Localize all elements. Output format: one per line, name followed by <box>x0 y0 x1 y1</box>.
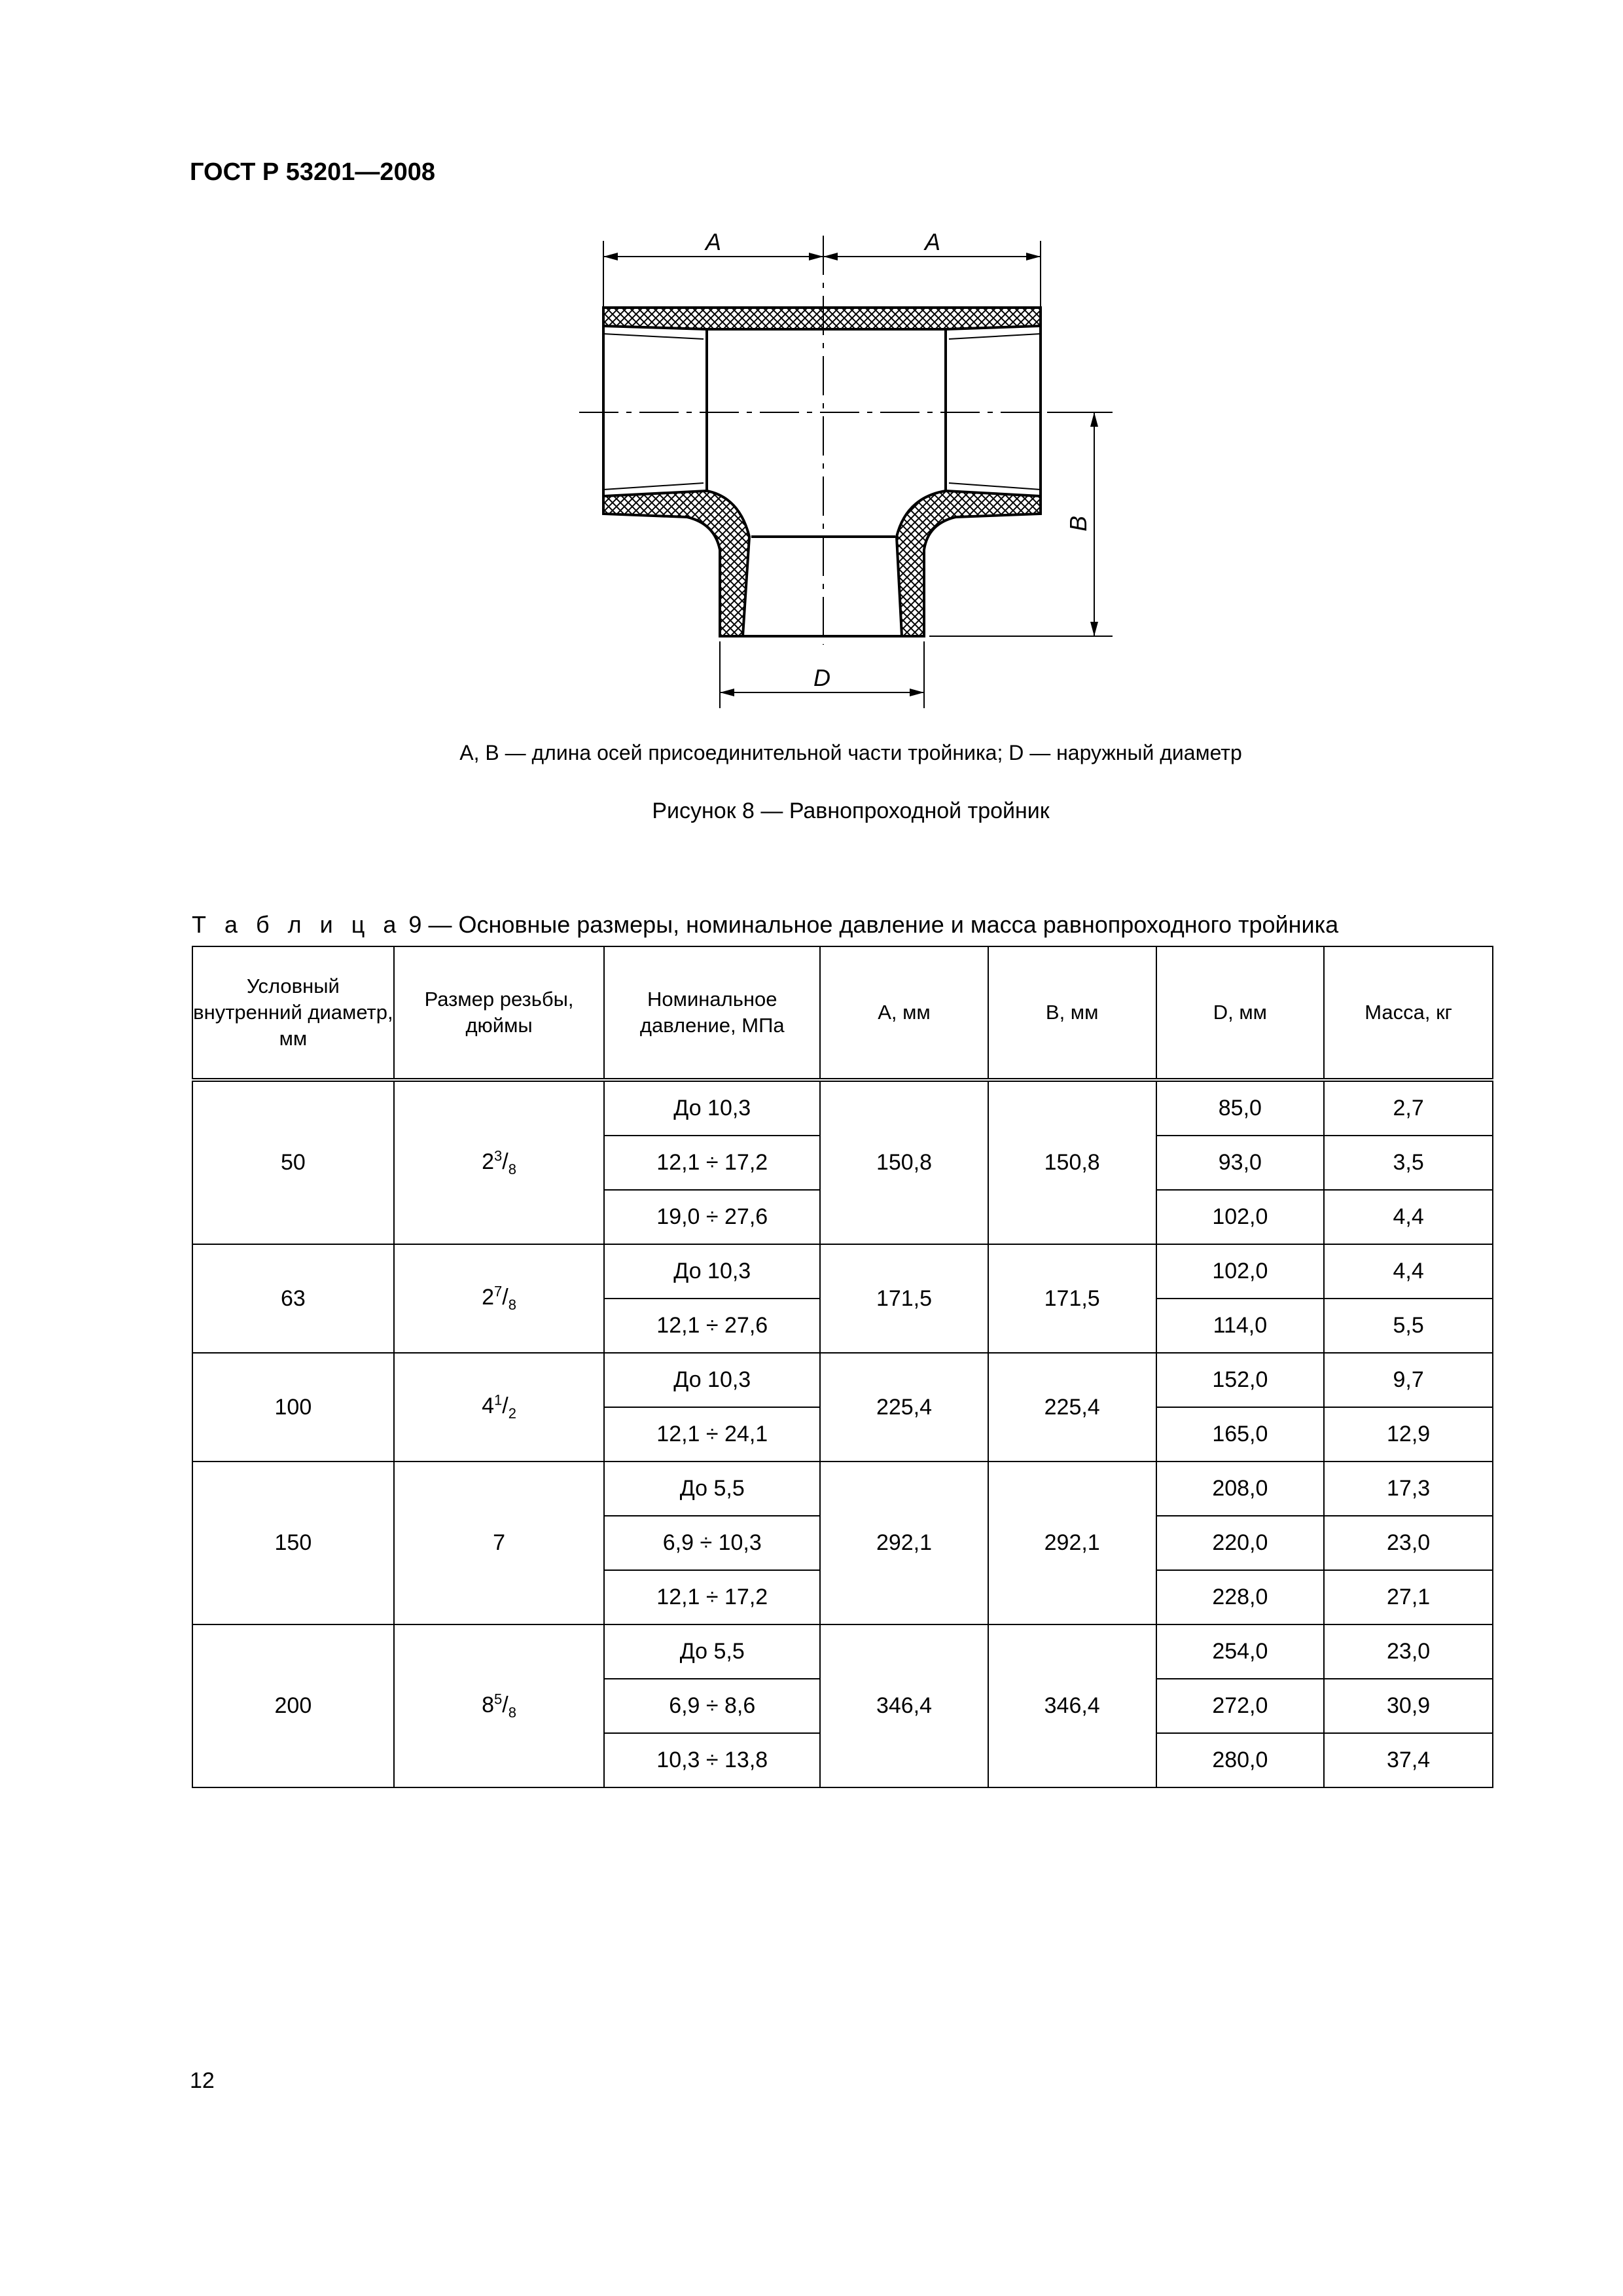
mass-cell: 27,1 <box>1324 1570 1493 1624</box>
thread-numerator: 7 <box>494 1283 503 1300</box>
dimension-label-a-left: A <box>705 228 722 255</box>
pressure-cell: До 10,3 <box>604 1244 820 1299</box>
pressure-cell: До 10,3 <box>604 1353 820 1407</box>
outer-diameter-cell: 102,0 <box>1156 1190 1325 1244</box>
column-header: B, мм <box>988 946 1156 1080</box>
mass-cell: 23,0 <box>1324 1624 1493 1679</box>
thread-numerator: 3 <box>494 1147 503 1164</box>
thread-size-cell <box>394 1462 605 1624</box>
mass-cell: 37,4 <box>1324 1733 1493 1787</box>
mass-cell: 30,9 <box>1324 1679 1493 1733</box>
nominal-diameter-cell: 100 <box>192 1353 394 1462</box>
column-header: Размер резьбы, дюймы <box>394 946 605 1080</box>
thread-whole: 4 <box>482 1393 495 1419</box>
outer-diameter-cell: 93,0 <box>1156 1136 1325 1190</box>
outer-diameter-cell: 280,0 <box>1156 1733 1325 1787</box>
thread-size-cell: $2^3/_8$ <box>394 1080 605 1244</box>
mass-cell: 5,5 <box>1324 1299 1493 1353</box>
table-row <box>192 1624 1493 1679</box>
mass-cell: 17,3 <box>1324 1462 1493 1516</box>
thread-size-cell: $4^1/_2$ <box>394 1353 605 1462</box>
length-b-cell: 346,4 <box>988 1624 1156 1787</box>
thread-whole: 2 <box>482 1285 495 1310</box>
length-a-cell: 171,5 <box>820 1244 988 1353</box>
page-number: 12 <box>190 2068 215 2093</box>
column-header: Номинальное давление, МПа <box>604 946 820 1080</box>
outer-diameter-cell: 228,0 <box>1156 1570 1325 1624</box>
length-a-cell: 292,1 <box>820 1462 988 1624</box>
pressure-cell: До 5,5 <box>604 1624 820 1679</box>
length-b-cell: 171,5 <box>988 1244 1156 1353</box>
thread-denominator: 8 <box>508 1297 516 1314</box>
length-a-cell: 225,4 <box>820 1353 988 1462</box>
table-row <box>192 1353 1493 1407</box>
column-header: Масса, кг <box>1324 946 1493 1080</box>
length-b-cell: 292,1 <box>988 1462 1156 1624</box>
table-header-row <box>192 946 1493 1080</box>
pressure-cell: 6,9 ÷ 8,6 <box>604 1679 820 1733</box>
thread-whole: 2 <box>482 1149 495 1174</box>
mass-cell: 9,7 <box>1324 1353 1493 1407</box>
pressure-cell: До 10,3 <box>604 1080 820 1136</box>
thread-numerator: 1 <box>494 1391 503 1408</box>
thread-numerator: 5 <box>494 1691 503 1708</box>
table-row <box>192 1080 1493 1136</box>
center-lines <box>579 236 1113 645</box>
dimension-label-b: B <box>1065 515 1092 532</box>
nominal-diameter-cell: 150 <box>192 1462 394 1624</box>
outer-diameter-cell: 220,0 <box>1156 1516 1325 1570</box>
mass-cell: 12,9 <box>1324 1407 1493 1462</box>
mass-cell: 4,4 <box>1324 1244 1493 1299</box>
outer-diameter-cell: 152,0 <box>1156 1353 1325 1407</box>
length-a-cell: 346,4 <box>820 1624 988 1787</box>
table-title <box>192 911 1338 939</box>
table-row <box>192 1244 1493 1299</box>
mass-cell: 23,0 <box>1324 1516 1493 1570</box>
length-b-cell: 150,8 <box>988 1080 1156 1244</box>
figure-legend: A, B — длина осей присоединительной части тройника; D — наружный диаметр <box>459 741 1242 764</box>
length-b-cell: 225,4 <box>988 1353 1156 1462</box>
pressure-cell: 12,1 ÷ 17,2 <box>604 1570 820 1624</box>
outer-diameter-cell: 85,0 <box>1156 1080 1325 1136</box>
table-row <box>192 1462 1493 1516</box>
dimensions-table <box>192 946 1493 1788</box>
nominal-diameter-cell: 50 <box>192 1080 394 1244</box>
mass-cell: 3,5 <box>1324 1136 1493 1190</box>
column-header: D, мм <box>1156 946 1325 1080</box>
outer-diameter-cell: 102,0 <box>1156 1244 1325 1299</box>
pressure-cell: 19,0 ÷ 27,6 <box>604 1190 820 1244</box>
table-title-text: 9 — Основные размеры, номинальное давление и масса равнопроходного тройника <box>408 911 1339 938</box>
thread-denominator: 8 <box>508 1160 516 1177</box>
nominal-diameter-cell: 200 <box>192 1624 394 1787</box>
thread-whole: 7 <box>493 1530 506 1555</box>
thread-size-cell: $8^5/_8$ <box>394 1624 605 1787</box>
outer-diameter-cell: 254,0 <box>1156 1624 1325 1679</box>
outer-diameter-cell: 272,0 <box>1156 1679 1325 1733</box>
length-a-cell: 150,8 <box>820 1080 988 1244</box>
mass-cell: 2,7 <box>1324 1080 1493 1136</box>
dimension-label-d: D <box>813 664 830 691</box>
thread-denominator: 2 <box>508 1405 516 1422</box>
pressure-cell: До 5,5 <box>604 1462 820 1516</box>
thread-size-cell: $2^7/_8$ <box>394 1244 605 1353</box>
document-code: ГОСТ Р 53201—2008 <box>190 158 435 186</box>
tee-fitting-drawing <box>563 223 1139 720</box>
pressure-cell: 12,1 ÷ 17,2 <box>604 1136 820 1190</box>
column-header: Условный внутренний диаметр, мм <box>192 946 394 1080</box>
mass-cell: 4,4 <box>1324 1190 1493 1244</box>
table-body <box>192 1080 1493 1787</box>
dimension-label-a-right: A <box>924 228 941 255</box>
pressure-cell: 12,1 ÷ 27,6 <box>604 1299 820 1353</box>
thread-denominator: 8 <box>508 1704 516 1721</box>
pressure-cell: 10,3 ÷ 13,8 <box>604 1733 820 1787</box>
tee-body <box>603 308 1041 636</box>
pressure-cell: 6,9 ÷ 10,3 <box>604 1516 820 1570</box>
column-header: A, мм <box>820 946 988 1080</box>
outer-diameter-cell: 208,0 <box>1156 1462 1325 1516</box>
nominal-diameter-cell: 63 <box>192 1244 394 1353</box>
outer-diameter-cell: 165,0 <box>1156 1407 1325 1462</box>
outer-diameter-cell: 114,0 <box>1156 1299 1325 1353</box>
thread-whole: 8 <box>482 1692 495 1717</box>
figure-caption: Рисунок 8 — Равнопроходной тройник <box>652 798 1050 823</box>
pressure-cell: 12,1 ÷ 24,1 <box>604 1407 820 1462</box>
table-title-prefix: Т а б л и ц а <box>192 911 402 938</box>
